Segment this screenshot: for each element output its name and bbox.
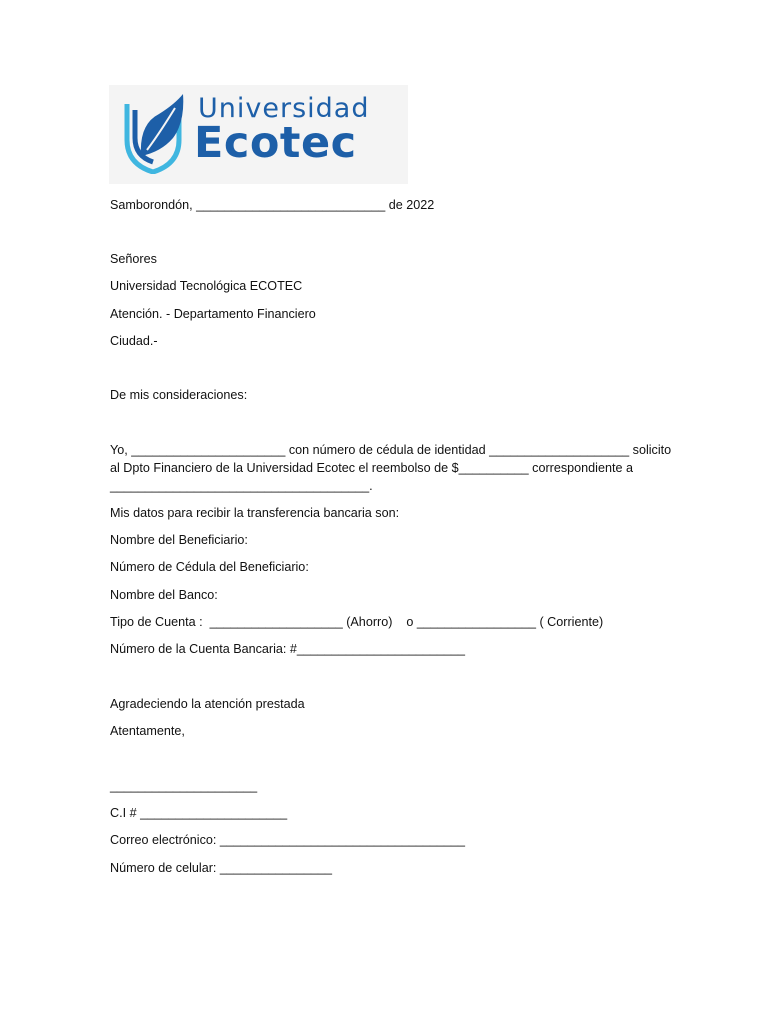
logo-word-ecotec: Ecotec: [194, 118, 357, 168]
beneficiary-id-label: Número de Cédula del Beneficiario:: [110, 560, 309, 574]
shield-leaf-icon: [119, 92, 189, 174]
body-line-3: _____________________________________.: [110, 479, 373, 493]
salutation: Señores: [110, 252, 157, 266]
thanks-line: Agradeciendo la atención prestada: [110, 697, 305, 711]
city-line: Ciudad.-: [110, 334, 158, 348]
closing-line: Atentamente,: [110, 724, 185, 738]
bank-name-label: Nombre del Banco:: [110, 588, 218, 602]
logo-word-universidad: Universidad: [198, 93, 370, 124]
body-line-2: al Dpto Financiero de la Universidad Ecotec el reembolso de $__________ correspondiente a: [110, 461, 633, 475]
account-type-line: Tipo de Cuenta : ___________________ (Ahorro) o _________________ ( Corriente): [110, 615, 604, 629]
email-line: Correo electrónico: ___________________________________: [110, 833, 466, 847]
institution-name: Universidad Tecnológica ECOTEC: [110, 279, 303, 293]
university-logo: [109, 85, 408, 184]
body-line-1: Yo, ______________________ con número de cédula de identidad ____________________ solicito: [110, 443, 672, 457]
bank-intro: Mis datos para recibir la transferencia bancaria son:: [110, 506, 400, 520]
greeting: De mis consideraciones:: [110, 388, 248, 402]
account-number-line: Número de la Cuenta Bancaria: #________________________: [110, 642, 466, 656]
date-line: Samborondón, ___________________________ de 2022: [110, 198, 435, 212]
ci-line: C.I # _____________________: [110, 806, 288, 820]
beneficiary-name-label: Nombre del Beneficiario:: [110, 533, 248, 547]
phone-line: Número de celular: ________________: [110, 861, 332, 875]
signature-line: _____________________: [110, 779, 258, 793]
attention-line: Atención. - Departamento Financiero: [110, 307, 316, 321]
